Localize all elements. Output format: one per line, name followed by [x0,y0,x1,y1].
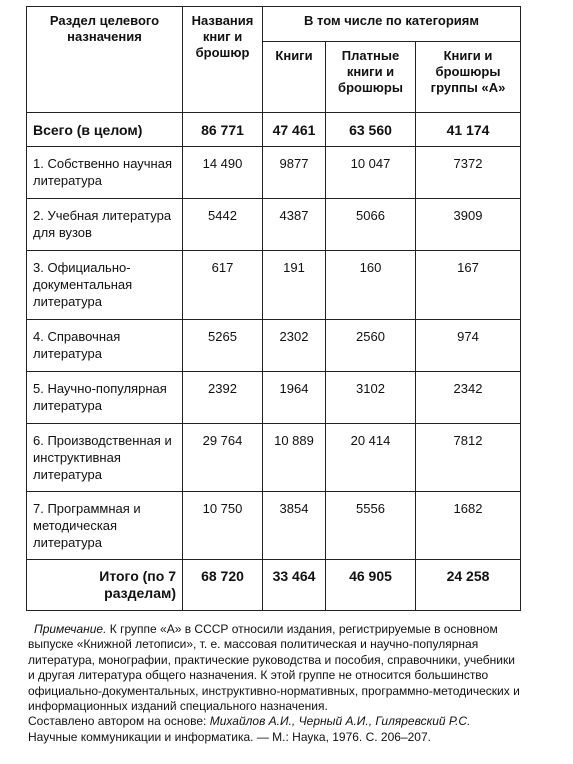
row-label: 3. Официально-документальная литература [27,251,183,320]
cell-group-a: 41 174 [416,113,521,147]
note-text: К группе «А» в СССР относили издания, регистрируемые в основном выпуске «Книжной летописи», т. е. массовая политическая и научно-популярная литература, монографии, практические руководства и пособия, справочники, учебники и другая литература общего назначения. К этой группе не относится большинство официально-документальных, инструктивно-нормативных, программно-методических и информационных изданий специального назначения. [28,622,520,714]
cell-books: 33 464 [263,560,326,611]
cell-group-a: 1682 [416,492,521,560]
cell-titles: 29 764 [183,424,263,492]
row-label: 7. Программная и методическая литература [27,492,183,560]
cell-paid: 10 047 [326,147,416,199]
cell-titles: 68 720 [183,560,263,611]
cell-titles: 2392 [183,372,263,424]
cell-paid: 3102 [326,372,416,424]
row-label: 2. Учебная литература для вузов [27,199,183,251]
cell-books: 191 [263,251,326,320]
cell-paid: 5066 [326,199,416,251]
statistics-table [26,6,521,611]
row-label: 6. Производственная и инструктивная литература [27,424,183,492]
table-row [27,251,521,320]
cell-paid: 63 560 [326,113,416,147]
cell-group-a: 974 [416,320,521,372]
row-label: Всего (в целом) [27,113,183,147]
header-paid: Платные книги и брошюры [326,42,416,113]
cell-books: 1964 [263,372,326,424]
table-row [27,492,521,560]
cell-paid: 2560 [326,320,416,372]
cell-group-a: 3909 [416,199,521,251]
cell-books: 4387 [263,199,326,251]
row-label: 1. Собственно научная литература [27,147,183,199]
cell-titles: 86 771 [183,113,263,147]
cell-books: 3854 [263,492,326,560]
table-row-sum [27,560,521,611]
table-row [27,147,521,199]
cell-paid: 20 414 [326,424,416,492]
cell-paid: 5556 [326,492,416,560]
table-row [27,372,521,424]
cell-group-a: 7812 [416,424,521,492]
cell-titles: 5442 [183,199,263,251]
table-row [27,424,521,492]
header-titles: Названия книг и брошюр [183,7,263,113]
table-row-total [27,113,521,147]
cell-titles: 617 [183,251,263,320]
cell-books: 10 889 [263,424,326,492]
cell-group-a: 2342 [416,372,521,424]
source-prefix: Составлено автором на основе: [28,714,207,729]
header-group-a: Книги и брошюры группы «А» [416,42,521,113]
cell-group-a: 7372 [416,147,521,199]
cell-titles: 14 490 [183,147,263,199]
source-rest: Научные коммуникации и информатика. — М.: Наука, 1976. С. 206–207. [28,729,431,744]
cell-titles: 10 750 [183,492,263,560]
table-row [27,320,521,372]
row-label: 5. Научно-популярная литература [27,372,183,424]
cell-paid: 46 905 [326,560,416,611]
header-category-group: В том числе по категориям [263,7,521,42]
table-row [27,199,521,251]
table-note [28,622,522,745]
cell-group-a: 167 [416,251,521,320]
row-label: 4. Справочная литература [27,320,183,372]
row-label: Итого (по 7 разделам) [27,560,183,611]
cell-books: 47 461 [263,113,326,147]
cell-books: 2302 [263,320,326,372]
header-books: Книги [263,42,326,113]
header-section: Раздел целевого назначения [27,7,183,113]
note-label: Примечание. [34,622,107,636]
cell-titles: 5265 [183,320,263,372]
cell-group-a: 24 258 [416,560,521,611]
cell-paid: 160 [326,251,416,320]
source-authors: Михайлов А.И., Черный А.И., Гиляревский Р.С. [209,714,471,729]
cell-books: 9877 [263,147,326,199]
